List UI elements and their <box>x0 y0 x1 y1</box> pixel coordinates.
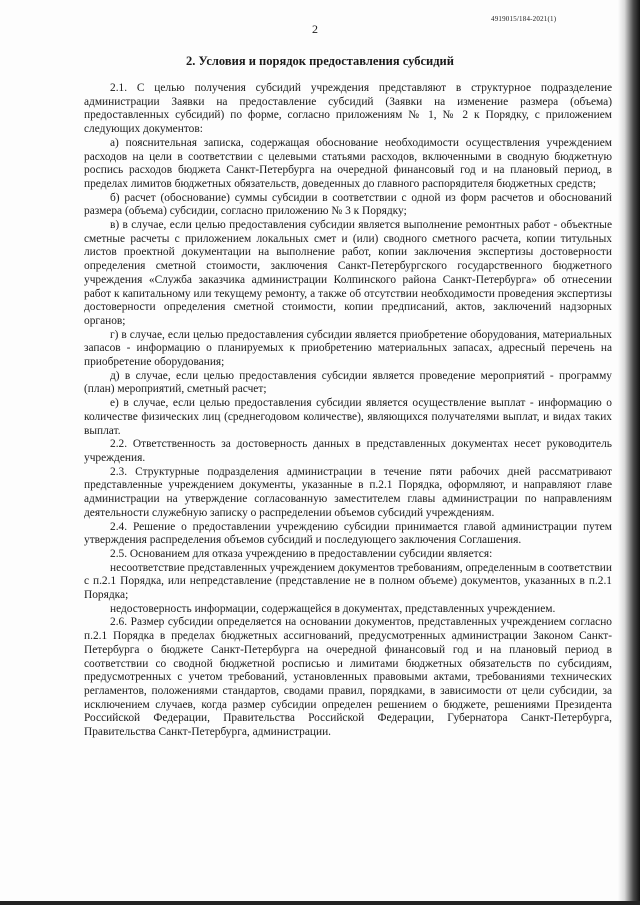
paragraph-2-5-item-1: несоответствие представленных учреждением документов требованиям, определенным в соответствии с п.2.1 Порядка, или непредставление (представление не в полном объеме) документов, указанных в п.2.1 Порядка; <box>84 561 612 602</box>
paragraph-2-5-item-2: недостоверность информации, содержащейся в документах, представленных учреждением. <box>110 602 556 615</box>
paragraph-2-2: 2.2. Ответственность за достоверность данных в представленных документах несет руководитель учреждения. <box>84 438 612 464</box>
page-number: 2 <box>312 22 318 36</box>
paragraph-2-1-a: а) пояснительная записка, содержащая обоснование необходимости осуществления учреждением расходов на цели в соответствии с целевыми статьями расходов, включенными в сводную бюджетную роспись расходов бюджета Санкт-Петербурга на очередной финансовый год и на плановый период, в пределах лимитов бюджетных обязательств, доведенных до главного распорядителя бюджетных средств; <box>84 136 612 190</box>
paragraph-2-1-e: е) в случае, если целью предоставления субсидии является осуществление выплат - информацию о количестве физических лиц (среднегодовом количестве), являющихся получателями выплат, и видах таких выплат. <box>84 397 612 437</box>
paragraph-2-1-v: в) в случае, если целью предоставления субсидии является выполнение ремонтных работ - объектные сметные расчеты с приложением локальных смет и (или) сводного сметного расчета, копии титульных листов проектной документации на выполнение работ, копии заключения экспертизы достоверности определения сметной стоимости, заключения Санкт-Петербургского государственного бюджетного учреждения «Служба заказчика администрации Колпинского района Санкт-Петербурга» об отнесении работ к капитальному или текущему ремонту, а также об отсутствии необходимости проведения экспертизы достоверности определения сметной стоимости, копии предписаний, актов, заключений надзорных органов; <box>84 219 612 327</box>
paragraph-2-1: 2.1. С целью получения субсидий учреждения представляют в структурное подразделение администрации Заявки на предоставление субсидий (Заявки на изменение размера (объема) предоставленных субсидий) по форме, согласно приложениям № 1, № 2 к Порядку, с приложением следующих документов: <box>84 82 612 136</box>
paragraph-2-1-d: д) в случае, если целью предоставления субсидии является проведение мероприятий - программу (план) мероприятий, сметный расчет; <box>84 369 612 396</box>
document-body <box>84 82 612 740</box>
paragraph-2-5: 2.5. Основанием для отказа учреждению в предоставлении субсидии является: <box>110 547 493 560</box>
paragraph-2-3: 2.3. Структурные подразделения администрации в течение пяти рабочих дней рассматривают представленные учреждением документы, указанные в п.2.1 Порядка, оформляют, и направляют главе администрации на утверждение согласованную заместителем главы администрации по направлениям деятельности служебную записку о распределении объемов субсидий учреждениям. <box>84 465 612 519</box>
paragraph-2-1-b: б) расчет (обоснование) суммы субсидии в соответствии с одной из форм расчетов и обоснований размера (объема) субсидии, согласно приложению № 3 к Порядку; <box>84 191 612 218</box>
paragraph-2-6: 2.6. Размер субсидии определяется на основании документов, представленных учреждением согласно п.2.1 Порядка в пределах бюджетных ассигнований, предусмотренных администрации Законом Санкт-Петербурга о бюджете Санкт-Петербурга на очередной финансовый год и на плановый период в соответствии со сводной бюджетной росписью и лимитами бюджетных обязательств по субсидиям, предусмотренных с учетом требований, установленных правовыми актами, требованиями технических регламентов, положениями стандартов, сводами правил, порядками, в зависимости от цели субсидии, за исключением случаев, когда размер субсидии определен решением о бюджете, решениями Президента Российской Федерации, Правительства Российской Федерации, Губернатора Санкт-Петербурга, Правительства Санкт-Петербурга, администрации. <box>84 616 612 739</box>
paragraph-2-1-g: г) в случае, если целью предоставления субсидии является приобретение оборудования, материальных запасов - информацию о планируемых к приобретению материальных запасах, адресный перечень на приобретение оборудования; <box>84 328 612 369</box>
section-title: 2. Условия и порядок предоставления субсидий <box>186 54 454 68</box>
paragraph-2-4: 2.4. Решение о предоставлении учреждению субсидии принимается главой администрации путем утверждения распределения объемов субсидий и последующего заключения Соглашения. <box>84 520 612 547</box>
scan-shadow-right <box>618 0 640 905</box>
scan-shadow-bottom <box>0 901 640 905</box>
document-registration-code: 4919015/184-2021(1) <box>491 15 557 23</box>
